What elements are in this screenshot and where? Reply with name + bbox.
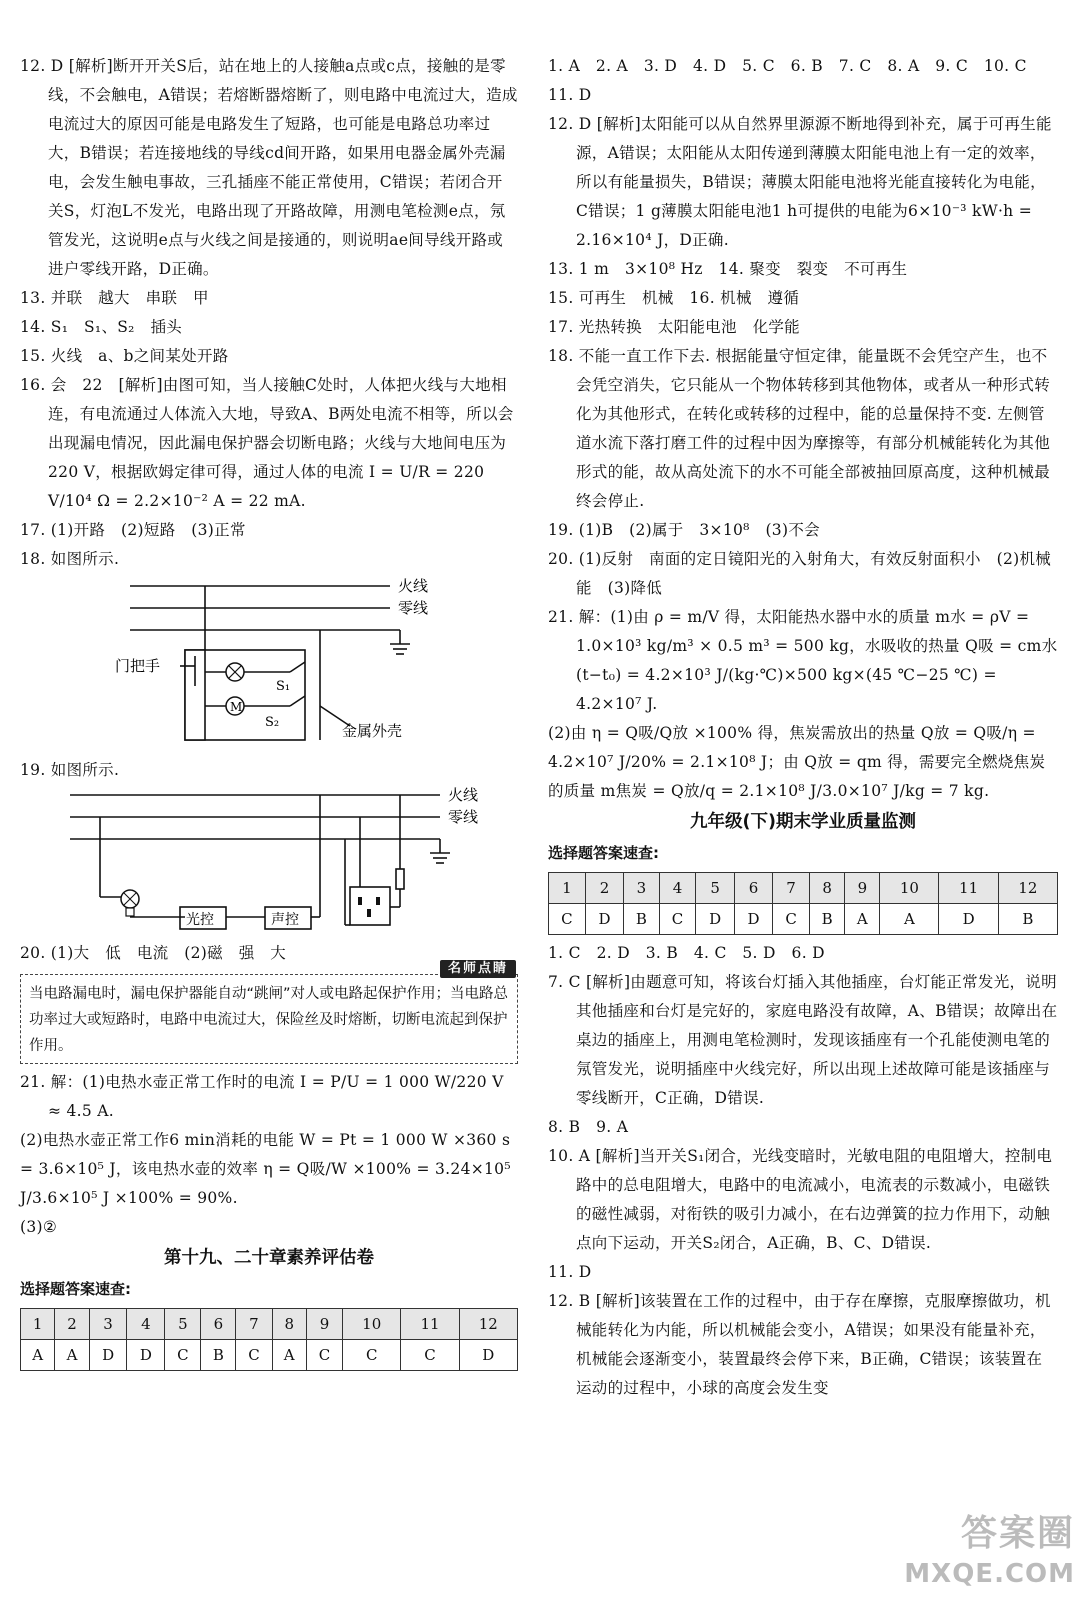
door-handle-label: 门把手 <box>115 657 161 675</box>
answers-1-10: 1. A 2. A 3. D 4. D 5. C 6. B 7. C 8. A 9. C 10. C <box>548 57 1027 75</box>
table-cell: 6 <box>734 873 772 904</box>
metal-shell-label: 金属外壳 <box>342 722 403 740</box>
answer-12-final: 12. B [解析]该装置在工作的过程中，由于存在摩擦，克服摩擦做功，机械能转化为内能，所以机械能会变小，A错误；如果没有能量补充，机械能会逐渐变小，装置最终会停下来，B正确，C错误；该装置在运动的过程中，小球的高度会发生变 <box>548 1292 1051 1397</box>
answer-17: 17. (1)开路 (2)短路 (3)正常 <box>20 521 246 539</box>
table-cell: 8 <box>272 1309 306 1340</box>
answer-13-14: 13. 1 m 3×10⁸ Hz 14. 聚变 裂变 不可再生 <box>548 260 908 278</box>
table-cell: C <box>306 1340 342 1371</box>
table-cell: 2 <box>55 1309 89 1340</box>
live-wire-label: 火线 <box>398 577 429 595</box>
table-cell: C <box>343 1340 401 1371</box>
table-head-row <box>21 1309 518 1340</box>
table-cell: 11 <box>401 1309 459 1340</box>
answers-1-6: 1. C 2. D 3. B 4. C 5. D 6. D <box>548 944 825 962</box>
answer-14: 14. S₁ S₁、S₂ 插头 <box>20 318 183 336</box>
answer-11: 11. D <box>548 86 592 104</box>
table-cell: A <box>880 904 939 935</box>
table-answer-row <box>549 904 1058 935</box>
answer-20: 20. (1)大 低 电流 (2)磁 强 大 <box>20 944 287 962</box>
table-cell: 3 <box>624 873 659 904</box>
table-cell: 7 <box>236 1309 272 1340</box>
answer-21-right-part2: (2)由 η = Q吸/Q放 ×100% 得，焦炭需放出的热量 Q放 = Q吸/η = 4.2×10⁷ J/20% = 2.1×10⁸ J；由 Q放 = qm 得，需要完全燃烧焦炭的质量 m焦炭 = Q放/q = 2.1×10⁸ J/3.0×10⁷ J/kg = 7 kg. <box>548 724 1046 800</box>
left-column <box>20 52 518 1375</box>
answer-21-part2: (2)电热水壶正常工作6 min消耗的电能 W = Pt = 1 000 W ×360 s = 3.6×10⁵ J，该电热水壶的效率 η = Q吸/W ×100% = 3.24×10⁵ J/3.6×10⁵ J ×100% = 90%. <box>20 1131 511 1207</box>
answer-table-left <box>20 1308 518 1371</box>
answer-21-right-part1: 21. 解：(1)由 ρ = m/V 得，太阳能热水器中水的质量 m水 = ρV = 1.0×10³ kg/m³ × 0.5 m³ = 500 kg，水吸收的热量 Q吸 = cm水(t−t₀) = 4.2×10³ J/(kg·℃)×500 kg×(45 ℃−25 ℃) = 4.2×10⁷ J. <box>548 608 1058 713</box>
circuit-diagram-18 <box>20 576 440 754</box>
answer-18: 18. 如图所示. <box>20 550 120 568</box>
table-cell: D <box>939 904 998 935</box>
right-column <box>548 52 1058 1403</box>
watermark-logo <box>904 1514 1075 1594</box>
answer-table-right <box>548 872 1058 935</box>
table-cell: C <box>549 904 586 935</box>
note-badge: 名师点睛 <box>440 960 516 978</box>
answer-11-final: 11. D <box>548 1263 592 1281</box>
table-cell: A <box>21 1340 55 1371</box>
table-cell: 12 <box>459 1309 517 1340</box>
table-cell: 3 <box>89 1309 127 1340</box>
answer-15-16: 15. 可再生 机械 16. 机械 遵循 <box>548 289 800 307</box>
table-cell: D <box>89 1340 127 1371</box>
answer-12-right: 12. D [解析]太阳能可以从自然界里源源不断地得到补充，属于可再生能源，A错误；太阳能从太阳传递到薄膜太阳能电池上有一定的效率，所以有能量损失，B错误；薄膜太阳能电池将光能直接转化为电能，C错误；1 g薄膜太阳能电池1 h可提供的电能为6×10⁻³ kW·h = 2.16×10⁴ J，D正确. <box>548 115 1052 249</box>
answer-15: 15. 火线 a、b之间某处开路 <box>20 347 229 365</box>
table-cell: D <box>459 1340 517 1371</box>
table-cell: 7 <box>773 873 810 904</box>
table-cell: D <box>696 904 734 935</box>
table-cell: B <box>201 1340 236 1371</box>
table-cell: 11 <box>939 873 998 904</box>
table-cell: 8 <box>809 873 844 904</box>
watermark-text: 答案圈 <box>960 1513 1075 1554</box>
answer-17-right: 17. 光热转换 太阳能电池 化学能 <box>548 318 800 336</box>
section-title-final-exam: 九年级(下)期末学业质量监测 <box>690 812 916 832</box>
table-cell: A <box>845 904 880 935</box>
table-cell: 1 <box>549 873 586 904</box>
circuit-diagram-19 <box>20 787 500 937</box>
answer-20-right: 20. (1)反射 南面的定日镜阳光的入射角大，有效反射面积小 (2)机械能 (3)降低 <box>548 550 1052 597</box>
table-cell: C <box>165 1340 201 1371</box>
answer-19: 19. 如图所示. <box>20 761 120 779</box>
table-cell: D <box>127 1340 165 1371</box>
table-cell: A <box>55 1340 89 1371</box>
answer-18-right: 18. 不能一直工作下去. 根据能量守恒定律，能量既不会凭空产生，也不会凭空消失，它只能从一个物体转移到其他物体，或者从一种形式转化为其他形式，在转化或转移的过程中，能的总量保持不变. 左侧管道水流下落打磨工件的过程中因为摩擦等，有部分机械能转化为其他形式的能，故从高处流下的水不可能全部被抽回原高度，这种机械最终会停止. <box>548 347 1051 510</box>
answers-8-9: 8. B 9. A <box>548 1118 629 1136</box>
answer-13: 13. 并联 越大 串联 甲 <box>20 289 209 307</box>
answer-21-part3: (3)② <box>20 1218 58 1236</box>
table-cell: B <box>809 904 844 935</box>
table-cell: D <box>734 904 772 935</box>
table-cell: C <box>659 904 696 935</box>
table-cell: 2 <box>585 873 623 904</box>
table-cell: 9 <box>845 873 880 904</box>
quick-answer-label: 选择题答案速查: <box>20 1280 131 1298</box>
table-cell: 6 <box>201 1309 236 1340</box>
neutral-wire-label-19: 零线 <box>448 808 479 826</box>
table-head-row <box>549 873 1058 904</box>
quick-answer-label-right: 选择题答案速查: <box>548 844 659 862</box>
table-cell: 5 <box>165 1309 201 1340</box>
answer-7: 7. C [解析]由题意可知，将该台灯插入其他插座，台灯能正常发光，说明其他插座和台灯是完好的，家庭电路没有故障，A、B错误；故障出在桌边的插座上，用测电笔检测时，发现该插座有一个孔能使测电笔的氖管发光，说明插座中火线完好，所以出现上述故障可能是该插座与零线断开，C正确，D错误. <box>548 973 1058 1107</box>
answer-21-part1: 21. 解：(1)电热水壶正常工作时的电流 I = P/U = 1 000 W/220 V ≈ 4.5 A. <box>20 1073 504 1120</box>
note-text: 当电路漏电时，漏电保护器能自动“跳闸”对人或电路起保护作用；当电路总功率过大或短路时，电路中电流过大，保险丝及时熔断，切断电流起到保护作用。 <box>20 974 518 1064</box>
answer-12: 12. D [解析]断开开关S后，站在地上的人接触a点或c点，接触的是零线，不会触电，A错误；若熔断器熔断了，则电路中电流过大，造成电流过大的原因可能是电路发生了短路，也可能是电路总功率过大，B错误；若连接地线的导线cd间开路，如果用电器金属外壳漏电，会发生触电事故，三孔插座不能正常使用，C错误；若闭合开关S，灯泡L不发光，电路出现了开路故障，用测电笔检测e点，氖管发光，这说明e点与火线之间是接通的，则说明ae间导线开路或进户零线开路，D正确。 <box>20 57 518 278</box>
table-cell: B <box>998 904 1057 935</box>
table-cell: C <box>401 1340 459 1371</box>
watermark-url: MXQE.COM <box>904 1559 1075 1589</box>
table-cell: 10 <box>880 873 939 904</box>
answer-19-right: 19. (1)B (2)属于 3×10⁸ (3)不会 <box>548 521 820 539</box>
table-cell: 1 <box>21 1309 55 1340</box>
table-cell: 4 <box>127 1309 165 1340</box>
section-title-19-20: 第十九、二十章素养评估卷 <box>164 1248 374 1268</box>
table-cell: C <box>236 1340 272 1371</box>
table-cell: D <box>585 904 623 935</box>
table-cell: 10 <box>343 1309 401 1340</box>
table-answer-row <box>21 1340 518 1371</box>
table-cell: 5 <box>696 873 734 904</box>
table-cell: 9 <box>306 1309 342 1340</box>
switch-s2-label: S₂ <box>265 715 280 730</box>
light-control-label: 光控 <box>186 912 214 928</box>
table-cell: 12 <box>998 873 1057 904</box>
answer-10: 10. A [解析]当开关S₁闭合，光线变暗时，光敏电阻的电阻增大，控制电路中的总电阻增大，电路中的电流减小，电流表的示数减小，电磁铁的磁性减弱，对衔铁的吸引力减小，在右边弹簧的拉力作用下，动触点向下运动，开关S₂闭合，A正确，B、C、D错误. <box>548 1147 1053 1252</box>
live-wire-label-19: 火线 <box>448 787 479 804</box>
teacher-note <box>20 961 518 1064</box>
table-cell: A <box>272 1340 306 1371</box>
neutral-wire-label: 零线 <box>398 599 429 617</box>
table-cell: 4 <box>659 873 696 904</box>
sound-control-label: 声控 <box>271 912 299 928</box>
table-cell: B <box>624 904 659 935</box>
answer-16: 16. 会 22 [解析]由图可知，当人接触C处时，人体把火线与大地相连，有电流通过人体流入大地，导致A、B两处电流不相等，所以会出现漏电情况，因此漏电保护器会切断电路；火线与大地间电压为220 V，根据欧姆定律可得，通过人体的电流 I = U/R = 220 V/10⁴ Ω = 2.2×10⁻² A = 22 mA. <box>20 376 514 510</box>
switch-s1-label: S₁ <box>276 679 291 694</box>
motor-label: M <box>230 700 243 714</box>
table-cell: C <box>773 904 810 935</box>
